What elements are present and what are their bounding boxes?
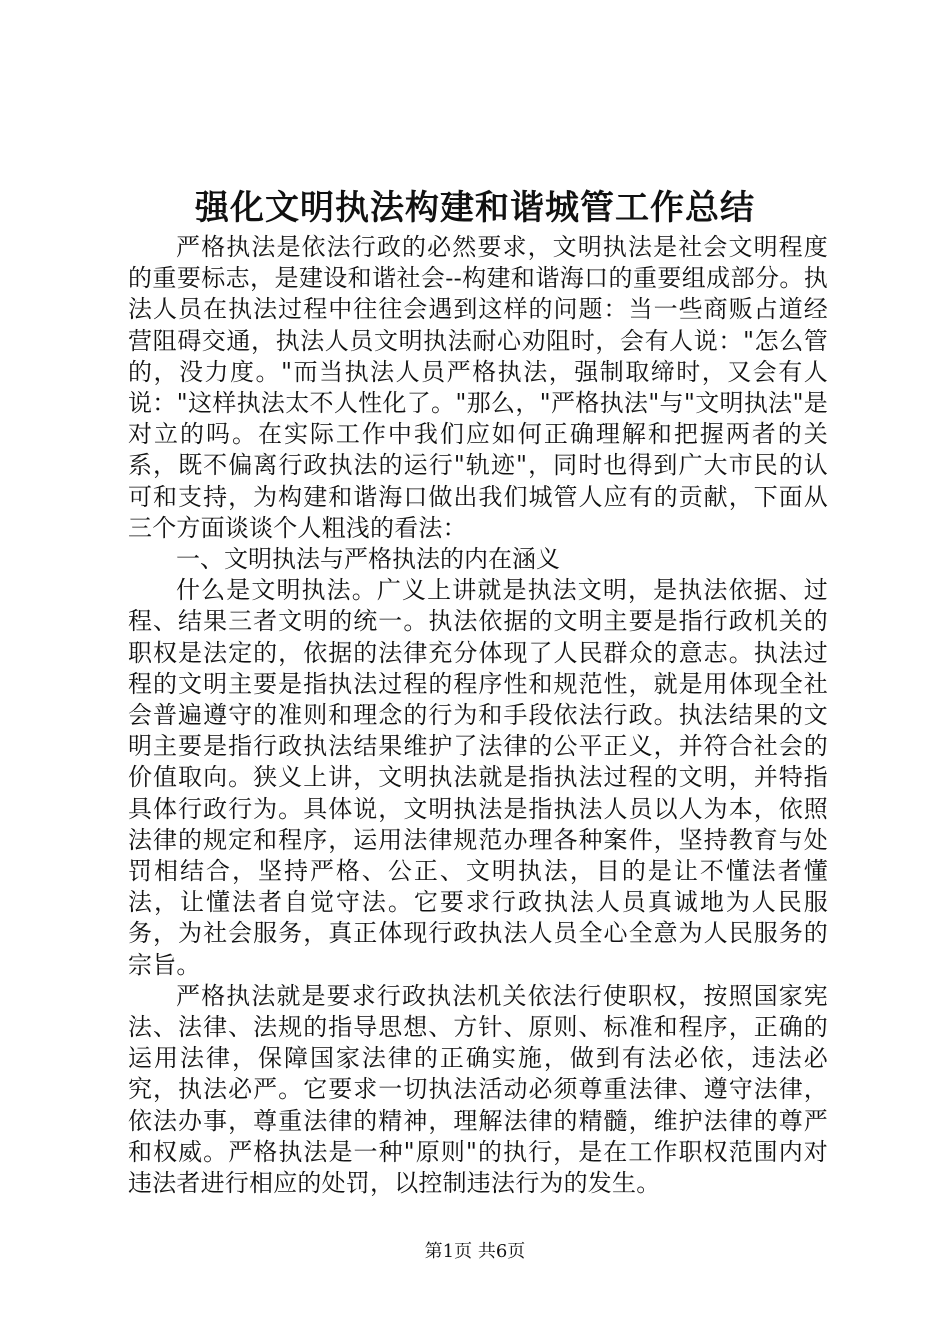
- section-heading-1: 一、文明执法与严格执法的内在涵义: [176, 545, 560, 574]
- paragraph-intro: 严格执法是依法行政的必然要求，文明执法是社会文明程度的重要标志，是建设和谐社会--构建和谐海口的重要组成部分。执法人员在执法过程中往往会遇到这样的问题：当一些商贩占道经营阻碍交通，执法人员文明执法耐心劝阻时，会有人说："怎么管的，没力度。"而当执法人员严格执法，强制取缔时，又会有人说："这样执法太不人性化了。"那么，"严格执法"与"文明执法"是对立的吗。在实际工作中我们应如何正确理解和把握两者的关系，既不偏离行政执法的运行"轨迹"，同时也得到广大市民的认可和支持，为构建和谐海口做出我们城管人应有的贡献，下面从三个方面谈谈个人粗浅的看法：: [128, 233, 828, 542]
- document-title: 强化文明执法构建和谐城管工作总结: [195, 188, 755, 228]
- paragraph-strict-enforcement: 严格执法就是要求行政执法机关依法行使职权，按照国家宪法、法律、法规的指导思想、方针、原则、标准和程序，正确的运用法律，保障国家法律的正确实施，做到有法必依，违法必究，执法必严。它要求一切执法活动必须尊重法律、遵守法律，依法办事，尊重法律的精神，理解法律的精髓，维护法律的尊严和权威。严格执法是一种"原则"的执行，是在工作职权范围内对违法者进行相应的处罚，以控制违法行为的发生。: [128, 981, 828, 1198]
- page-footer: 第1页 共6页: [424, 1241, 526, 1262]
- paragraph-civilized-enforcement: 什么是文明执法。广义上讲就是执法文明，是执法依据、过程、结果三者文明的统一。执法依据的文明主要是指行政机关的职权是法定的，依据的法律充分体现了人民群众的意志。执法过程的文明主要是指执法过程的程序性和规范性，就是用体现全社会普遍遵守的准则和理念的行为和手段依法行政。执法结果的文明主要是指行政执法结果维护了法律的公平正义，并符合社会的价值取向。狭义上讲，文明执法就是指执法过程的文明，并特指具体行政行为。具体说，文明执法是指执法人员以人为本，依照法律的规定和程序，运用法律规范办理各种案件，坚持教育与处罚相结合，坚持严格、公正、文明执法，目的是让不懂法者懂法，让懂法者自觉守法。它要求行政执法人员真诚地为人民服务，为社会服务，真正体现行政执法人员全心全意为人民服务的宗旨。: [128, 576, 828, 979]
- document-body: [128, 232, 828, 1199]
